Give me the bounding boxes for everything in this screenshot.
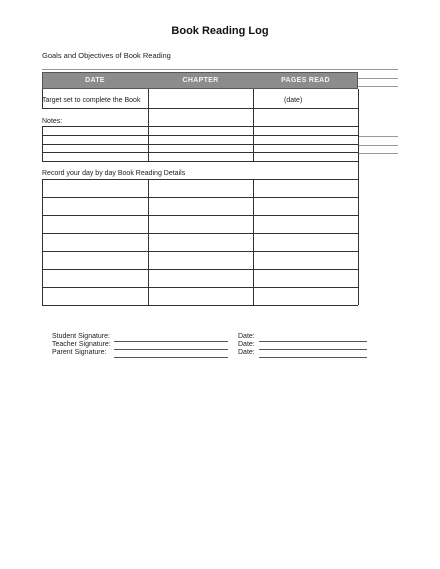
table-row-line: [42, 135, 358, 136]
record-label: Record your day by day Book Reading Details: [42, 170, 186, 177]
parent-signature-label: Parent Signature:: [52, 349, 107, 356]
student-signature-line[interactable]: [114, 341, 228, 342]
student-date-label: Date:: [238, 333, 255, 340]
table-row-line: [42, 251, 358, 252]
table-row-line: [42, 108, 358, 109]
margin-line: [358, 153, 398, 154]
table-row-line: [42, 269, 358, 270]
table-column-line: [42, 179, 43, 305]
table-column-line: [253, 108, 254, 126]
table-column-line: [148, 179, 149, 305]
table-row-line: [42, 126, 358, 127]
teacher-signature-label: Teacher Signature:: [52, 341, 111, 348]
table-column-line: [253, 179, 254, 305]
table-column-line: [42, 126, 43, 161]
student-date-line[interactable]: [259, 341, 367, 342]
student-signature-label: Student Signature:: [52, 333, 110, 340]
margin-line: [358, 78, 398, 79]
table-row-line: [42, 144, 358, 145]
table-column-line: [148, 126, 149, 161]
table-row-line: [42, 197, 358, 198]
table-row-line: [42, 233, 358, 234]
top-separator-line: [42, 69, 398, 70]
table-column-line: [358, 161, 359, 179]
document-subtitle: Goals and Objectives of Book Reading: [42, 51, 171, 60]
header-date: DATE: [85, 77, 105, 84]
parent-date-label: Date:: [238, 349, 255, 356]
teacher-signature-line[interactable]: [114, 349, 228, 350]
table-row-line: [42, 287, 358, 288]
parent-date-line[interactable]: [259, 357, 367, 358]
parent-signature-line[interactable]: [114, 357, 228, 358]
table-column-line: [358, 108, 359, 126]
table-row-line: [42, 179, 358, 180]
table-column-line: [358, 126, 359, 161]
notes-label: Notes:: [42, 118, 63, 125]
header-pages-read: PAGES READ: [281, 77, 330, 84]
table-column-line: [253, 126, 254, 161]
table-row-line: [42, 161, 358, 162]
target-label: Target set to complete the Book: [42, 97, 141, 104]
table-column-line: [358, 179, 359, 305]
margin-line: [358, 145, 398, 146]
table-column-line: [148, 89, 149, 108]
document-title: Book Reading Log: [171, 25, 269, 37]
header-chapter: CHAPTER: [182, 77, 219, 84]
teacher-date-label: Date:: [238, 341, 255, 348]
table-row-line: [42, 152, 358, 153]
margin-line: [358, 86, 398, 87]
table-column-line: [253, 89, 254, 108]
table-row-line: [42, 215, 358, 216]
target-date-placeholder: (date): [284, 97, 303, 104]
teacher-date-line[interactable]: [259, 349, 367, 350]
table-column-line: [148, 108, 149, 126]
table-column-line: [358, 89, 359, 108]
margin-line: [358, 136, 398, 137]
table-row-line: [42, 305, 358, 306]
